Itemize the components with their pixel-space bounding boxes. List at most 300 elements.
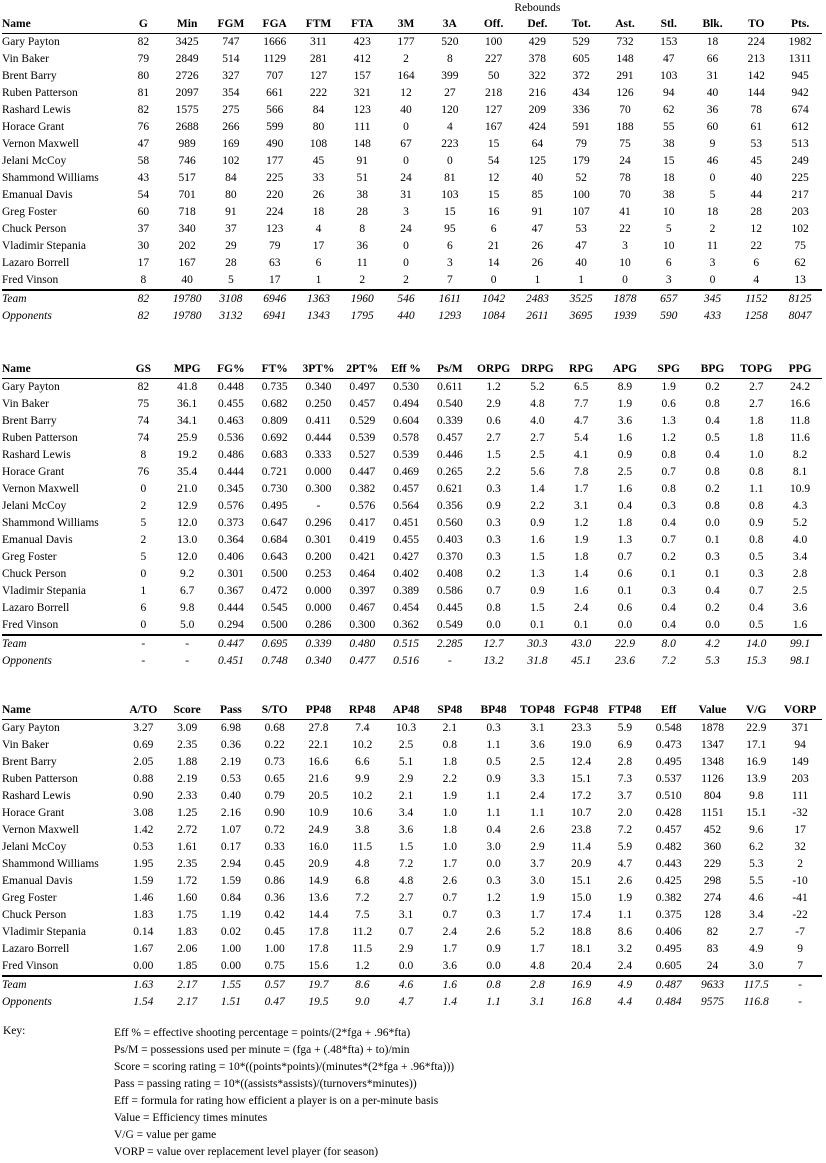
stat-cell: 164 — [397, 70, 415, 82]
stat-cell: 1.67 — [133, 943, 154, 955]
stat-cell: 8.6 — [340, 976, 384, 994]
stat-cell: 54 — [137, 189, 150, 201]
stat-cell: 0.6 — [617, 602, 633, 614]
stat-cell: 5.3 — [705, 655, 720, 667]
stat-cell: 2.7 — [398, 892, 414, 904]
stat-cell: 9.8 — [179, 602, 195, 614]
stat-cell: 40 — [706, 87, 719, 99]
stat-cell: 4.1 — [573, 449, 589, 461]
stat-cell: 0.406 — [217, 551, 244, 563]
stat-cell: 4.9 — [749, 943, 764, 955]
stat-cell: 0.451 — [217, 655, 244, 667]
stat-cell: 0.536 — [217, 432, 244, 444]
stat-cell: 1.51 — [220, 996, 241, 1008]
stat-cell: 0.2 — [705, 602, 720, 614]
stat-cell: 281 — [309, 53, 328, 65]
stat-cell: 1.9 — [617, 892, 633, 904]
stat-cell: 0.4 — [705, 415, 720, 427]
stat-cell: 0.494 — [393, 398, 419, 410]
stat-cell: 0.8 — [749, 466, 764, 478]
advanced-ratings-table — [2, 702, 822, 1011]
stat-cell: 6 — [446, 240, 453, 252]
column-header: S/TO — [253, 702, 297, 720]
stat-cell: 78 — [750, 104, 763, 116]
stat-cell: 1 — [578, 274, 585, 286]
player-row — [2, 396, 822, 413]
row-label-cell: Vladimir Stepania — [2, 585, 86, 597]
stat-cell: 4.8 — [530, 398, 545, 410]
stat-cell: 102 — [222, 155, 240, 167]
key-definitions — [114, 1025, 454, 1161]
stat-cell: 1.59 — [133, 875, 154, 887]
column-header: Eff % — [384, 361, 428, 379]
stat-cell: 0.8 — [705, 500, 720, 512]
stat-cell: 0.69 — [133, 739, 154, 751]
stat-cell: 20.5 — [308, 790, 329, 802]
stat-cell: 14 — [487, 257, 500, 269]
stat-cell: 100 — [572, 189, 590, 201]
stat-cell: 1.0 — [442, 807, 457, 819]
stat-cell: 0.1 — [617, 585, 633, 597]
stat-cell: 1.8 — [442, 756, 457, 768]
stat-cell: 2.94 — [220, 858, 241, 870]
stat-cell: 224 — [266, 206, 284, 218]
player-row — [2, 600, 822, 617]
stat-cell: 1152 — [734, 290, 778, 308]
stat-cell: 26 — [531, 240, 544, 252]
stat-cell: 9.2 — [179, 568, 195, 580]
stat-cell: 1.1 — [486, 807, 501, 819]
stat-cell: 98.1 — [790, 655, 811, 667]
stat-cell: -41 — [792, 892, 808, 904]
stat-cell: 23.6 — [614, 655, 635, 667]
stat-cell: 12.0 — [177, 517, 198, 529]
column-header: BPG — [691, 361, 735, 379]
stat-cell: 3.6 — [442, 960, 457, 972]
stat-cell: 6 — [753, 257, 760, 269]
stat-cell: 321 — [353, 87, 371, 99]
stat-cell: 2 — [403, 53, 409, 65]
stat-cell: 5.9 — [617, 841, 633, 853]
stat-cell: 1939 — [613, 310, 637, 322]
row-label-cell: Rashard Lewis — [2, 449, 71, 461]
stat-cell: 0.809 — [261, 415, 288, 427]
stat-cell: 120 — [441, 104, 459, 116]
stat-cell: 1.1 — [486, 790, 501, 802]
stat-cell: 1878 — [701, 722, 724, 734]
stat-cell: 2.06 — [177, 943, 198, 955]
stat-cell: 0.3 — [661, 500, 676, 512]
stat-cell: 6.6 — [355, 756, 370, 768]
stat-cell: 0.53 — [133, 841, 154, 853]
stat-cell: - — [185, 655, 190, 667]
stat-cell: 43 — [137, 172, 150, 184]
stat-cell: 31 — [706, 70, 719, 82]
stat-cell: 7.7 — [573, 398, 589, 410]
column-header: A/TO — [121, 702, 165, 720]
stat-cell: 1.7 — [442, 943, 457, 955]
stat-cell: 4.6 — [749, 892, 764, 904]
stat-cell: 0.472 — [261, 585, 288, 597]
stat-cell: 5 — [665, 223, 672, 235]
stat-cell: 701 — [178, 189, 196, 201]
stat-cell: 225 — [791, 172, 809, 184]
stat-cell: 0.3 — [705, 551, 720, 563]
stat-cell: 7.5 — [355, 909, 370, 921]
row-label-cell: Shammond Williams — [2, 858, 99, 870]
stat-cell: 0.444 — [217, 602, 244, 614]
stat-cell: 0.0 — [705, 517, 720, 529]
stat-cell: 16.8 — [571, 996, 592, 1008]
stat-cell: 1.3 — [661, 415, 676, 427]
stat-cell: 7.2 — [398, 858, 414, 870]
stat-cell: 83 — [706, 943, 719, 955]
stat-cell: 1.61 — [177, 841, 198, 853]
stat-cell: 661 — [266, 87, 284, 99]
row-label-cell: Lazaro Borrell — [2, 257, 70, 269]
stat-cell: 1.63 — [121, 976, 165, 994]
stat-cell: 1.54 — [133, 996, 154, 1008]
stat-cell: 1.88 — [177, 756, 198, 768]
stat-cell: 13.9 — [746, 773, 767, 785]
stat-cell: 99.1 — [778, 635, 822, 653]
stat-cell: 274 — [703, 892, 722, 904]
stat-cell: 24 — [400, 223, 412, 235]
stat-cell: 4.0 — [792, 534, 808, 546]
stat-cell: 0.364 — [217, 534, 244, 546]
stat-cell: 0.539 — [393, 449, 419, 461]
stat-cell: 1.3 — [530, 568, 545, 580]
stat-cell: 0 — [403, 257, 409, 269]
player-row — [2, 255, 822, 272]
stat-cell: 1.2 — [486, 381, 501, 393]
stat-cell: 28 — [225, 257, 237, 269]
stat-cell: 15.1 — [571, 875, 592, 887]
stat-cell: 0.497 — [349, 381, 376, 393]
stat-cell: 0.0 — [398, 960, 414, 972]
stat-cell: 3425 — [175, 36, 199, 48]
stat-cell: 674 — [791, 104, 809, 116]
stat-cell: 10.9 — [308, 807, 329, 819]
column-header: Name — [2, 361, 121, 379]
stat-cell: 82 — [137, 381, 150, 393]
stat-cell: 70 — [619, 104, 631, 116]
stat-cell: -22 — [792, 909, 808, 921]
stat-cell: 707 — [266, 70, 284, 82]
stat-cell: 1.7 — [442, 858, 457, 870]
stat-cell: 0.455 — [217, 398, 244, 410]
stat-cell: 95 — [444, 223, 456, 235]
row-label-cell: Brent Barry — [2, 756, 57, 768]
stat-cell: 0.408 — [436, 568, 463, 580]
stat-cell: 718 — [178, 206, 196, 218]
stat-cell: 2.35 — [177, 739, 198, 751]
player-row — [2, 34, 822, 52]
stat-cell: 2.5 — [530, 449, 545, 461]
stat-cell: 0.576 — [217, 500, 244, 512]
stat-cell: 80 — [312, 121, 325, 133]
stat-cell: 0.3 — [749, 568, 764, 580]
stat-cell: 0.7 — [617, 551, 633, 563]
stat-cell: 7 — [446, 274, 453, 286]
stat-cell: 520 — [441, 36, 459, 48]
stat-cell: 8.6 — [617, 926, 633, 938]
stat-cell: 0.296 — [305, 517, 332, 529]
stat-cell: 5.9 — [617, 722, 633, 734]
player-row — [2, 566, 822, 583]
stat-cell: 5 — [140, 517, 147, 529]
stat-cell: 0.446 — [436, 449, 463, 461]
player-row — [2, 720, 822, 738]
stat-cell: 15.1 — [571, 773, 592, 785]
stat-cell: 94 — [662, 87, 675, 99]
stat-cell: 9 — [709, 138, 716, 150]
stat-cell: 0.427 — [393, 551, 419, 563]
stat-cell: 2.4 — [617, 960, 633, 972]
stat-cell: 52 — [575, 172, 587, 184]
stat-cell: 8.1 — [792, 466, 808, 478]
stat-cell: 203 — [791, 773, 809, 785]
stat-cell: 0.45 — [264, 926, 285, 938]
stat-cell: 0.0 — [705, 619, 720, 631]
column-header: FTM — [297, 16, 341, 34]
stat-cell: 0.53 — [220, 773, 241, 785]
stat-cell: 0.75 — [264, 960, 285, 972]
stat-cell: 340 — [178, 223, 196, 235]
stat-cell: 0.345 — [217, 483, 244, 495]
row-label-cell: Chuck Person — [2, 568, 67, 580]
player-row — [2, 907, 822, 924]
stat-cell: 311 — [310, 36, 327, 48]
column-header: Ps/M — [428, 361, 472, 379]
stat-cell: 4.7 — [617, 858, 633, 870]
stat-cell: 0.8 — [705, 466, 720, 478]
stat-cell: 5.4 — [573, 432, 589, 444]
stat-cell: 15.1 — [746, 807, 767, 819]
stat-cell: 2611 — [526, 310, 549, 322]
row-label-cell: Opponents — [2, 655, 52, 667]
stat-cell: 0.730 — [261, 483, 288, 495]
row-label-cell: Vladimir Stepania — [2, 240, 86, 252]
stat-cell: 3.6 — [530, 739, 545, 751]
stat-cell: 0.65 — [264, 773, 285, 785]
stat-cell: 11.8 — [790, 415, 810, 427]
column-header: Blk. — [691, 16, 735, 34]
stat-cell: - — [778, 976, 822, 994]
stat-cell: 74 — [137, 415, 150, 427]
stat-cell: 0.8 — [705, 398, 720, 410]
stat-cell: 1.8 — [573, 551, 589, 563]
stat-cell: 18 — [706, 206, 719, 218]
stat-cell: 3.8 — [355, 824, 370, 836]
stat-cell: 7.2 — [355, 892, 370, 904]
stat-cell: 13.6 — [308, 892, 329, 904]
stat-cell: 125 — [528, 155, 546, 167]
stat-cell: 0.444 — [217, 466, 244, 478]
stat-cell: 5.2 — [530, 926, 545, 938]
stat-cell: 0.454 — [393, 602, 419, 614]
key-line: Value = Efficiency times minutes — [114, 1112, 268, 1124]
stat-cell: 490 — [266, 138, 284, 150]
stat-cell: 429 — [528, 36, 546, 48]
player-row — [2, 737, 822, 754]
stat-cell: 12.7 — [472, 635, 516, 653]
stat-cell: 0.539 — [349, 432, 376, 444]
column-header: Pass — [209, 702, 253, 720]
stat-cell: 3 — [403, 206, 409, 218]
stat-cell: 1.7 — [530, 943, 545, 955]
stat-cell: - — [447, 655, 452, 667]
stat-cell: 40 — [575, 257, 587, 269]
stat-cell: 0.253 — [305, 568, 332, 580]
stat-cell: 0.373 — [217, 517, 244, 529]
stat-cell: 514 — [222, 53, 240, 65]
row-label-cell: Vernon Maxwell — [2, 824, 79, 836]
stat-cell: 15 — [662, 155, 675, 167]
stat-cell: 1.5 — [398, 841, 414, 853]
stat-cell: 50 — [487, 70, 500, 82]
stat-cell: 0 — [622, 274, 628, 286]
totals-row — [2, 635, 822, 653]
stat-cell: 0.9 — [486, 773, 501, 785]
player-row — [2, 238, 822, 255]
stat-cell: 0.14 — [133, 926, 154, 938]
player-row — [2, 754, 822, 771]
stat-cell: 599 — [266, 121, 284, 133]
row-label-cell: Brent Barry — [2, 415, 57, 427]
stat-cell: 167 — [178, 257, 196, 269]
stat-cell: 30.3 — [515, 635, 559, 653]
stat-cell: 30 — [137, 240, 150, 252]
stat-cell: 591 — [572, 121, 590, 133]
stat-cell: 8 — [359, 223, 366, 235]
stat-cell: 0.367 — [217, 585, 244, 597]
stat-cell: 5.2 — [530, 381, 545, 393]
stat-cell: 4 — [753, 274, 760, 286]
stat-cell: 2 — [797, 858, 803, 870]
row-label-cell: Emanual Davis — [2, 189, 73, 201]
stat-cell: 5.6 — [530, 466, 545, 478]
column-header: RP48 — [340, 702, 384, 720]
stat-cell: 424 — [528, 121, 546, 133]
stat-cell: 16.9 — [746, 756, 767, 768]
stat-cell: 81 — [137, 87, 150, 99]
stat-cell: 0.8 — [749, 534, 764, 546]
totals-row — [2, 653, 822, 670]
row-label-cell: Jelani McCoy — [2, 841, 67, 853]
stat-cell: 0.42 — [264, 909, 285, 921]
column-header: TOPG — [734, 361, 778, 379]
stat-cell: 24 — [400, 172, 412, 184]
column-header: FTA — [340, 16, 384, 34]
stat-cell: 108 — [309, 138, 328, 150]
stat-cell: 1.2 — [486, 892, 501, 904]
stat-cell: 223 — [441, 138, 459, 150]
stat-cell: 2.2 — [486, 466, 501, 478]
column-header: TO — [734, 16, 778, 34]
stat-cell: 27 — [444, 87, 456, 99]
stat-cell: 1 — [534, 274, 541, 286]
stat-cell: 10 — [662, 206, 675, 218]
stat-cell: 0.250 — [305, 398, 332, 410]
stat-cell: 53 — [750, 138, 763, 150]
stat-cell: 2.17 — [177, 996, 198, 1008]
stat-cell: 47 — [575, 240, 587, 252]
stat-cell: 513 — [791, 138, 809, 150]
stat-cell: 148 — [353, 138, 371, 150]
per-game-averages-table — [2, 361, 822, 670]
stat-cell: 2 — [140, 534, 147, 546]
stat-cell: 1084 — [482, 310, 506, 322]
stat-cell: 0.455 — [393, 534, 419, 546]
stat-cell: 275 — [222, 104, 240, 116]
stat-cell: 12.9 — [177, 500, 198, 512]
stat-cell: 517 — [178, 172, 196, 184]
stat-cell: 0.300 — [349, 619, 376, 631]
stat-cell: 11.5 — [352, 841, 373, 853]
row-label-cell: Gary Payton — [2, 381, 60, 393]
row-label-cell: Emanual Davis — [2, 875, 73, 887]
stat-cell: 21.6 — [308, 773, 329, 785]
stat-cell: 0.1 — [705, 568, 720, 580]
stat-cell: 0.604 — [393, 415, 419, 427]
stat-cell: 20.4 — [571, 960, 592, 972]
column-header: Tot. — [559, 16, 603, 34]
stat-cell: 8.9 — [617, 381, 633, 393]
stat-cell: 10.7 — [571, 807, 592, 819]
stat-cell: 11 — [706, 240, 719, 252]
stat-cell: 0.457 — [655, 824, 682, 836]
stat-cell: 20.9 — [571, 858, 592, 870]
stat-cell: 0.444 — [305, 432, 332, 444]
column-header: GS — [121, 361, 165, 379]
stat-cell: 360 — [703, 841, 722, 853]
stat-cell: 17 — [137, 257, 150, 269]
stat-cell: 0.4 — [661, 517, 676, 529]
stat-cell: 0.33 — [264, 841, 285, 853]
totals-row — [2, 976, 822, 994]
stat-cell: 0.473 — [655, 739, 682, 751]
stat-cell: 0.36 — [264, 892, 285, 904]
stat-cell: 354 — [222, 87, 240, 99]
column-header: 3PT% — [297, 361, 341, 379]
stat-cell: 0.382 — [349, 483, 376, 495]
stat-cell: 46 — [706, 155, 719, 167]
stat-cell: 0.389 — [393, 585, 419, 597]
stat-cell: 66 — [706, 53, 719, 65]
stat-cell: 37 — [225, 223, 237, 235]
stat-cell: 4.2 — [691, 635, 735, 653]
stat-cell: 229 — [703, 858, 722, 870]
stat-cell: 1.55 — [209, 976, 253, 994]
stat-cell: 2.0 — [617, 807, 633, 819]
stat-cell: 13.2 — [483, 655, 504, 667]
stat-cell: 0.748 — [261, 655, 288, 667]
stat-cell: 1.6 — [530, 534, 545, 546]
row-label-cell: Shammond Williams — [2, 517, 99, 529]
column-header: Pts. — [778, 16, 822, 34]
stat-cell: 2.5 — [792, 585, 808, 597]
stat-cell: 1.6 — [617, 483, 633, 495]
stat-cell: 24.2 — [790, 381, 811, 393]
stat-cell: 2.19 — [220, 756, 241, 768]
stat-cell: 17.4 — [571, 909, 592, 921]
stat-cell: 0.9 — [486, 943, 501, 955]
stat-cell: 0.9 — [530, 517, 545, 529]
stat-cell: 0.7 — [661, 534, 676, 546]
stat-cell: 19.2 — [177, 449, 198, 461]
stat-cell: 0.8 — [486, 602, 501, 614]
